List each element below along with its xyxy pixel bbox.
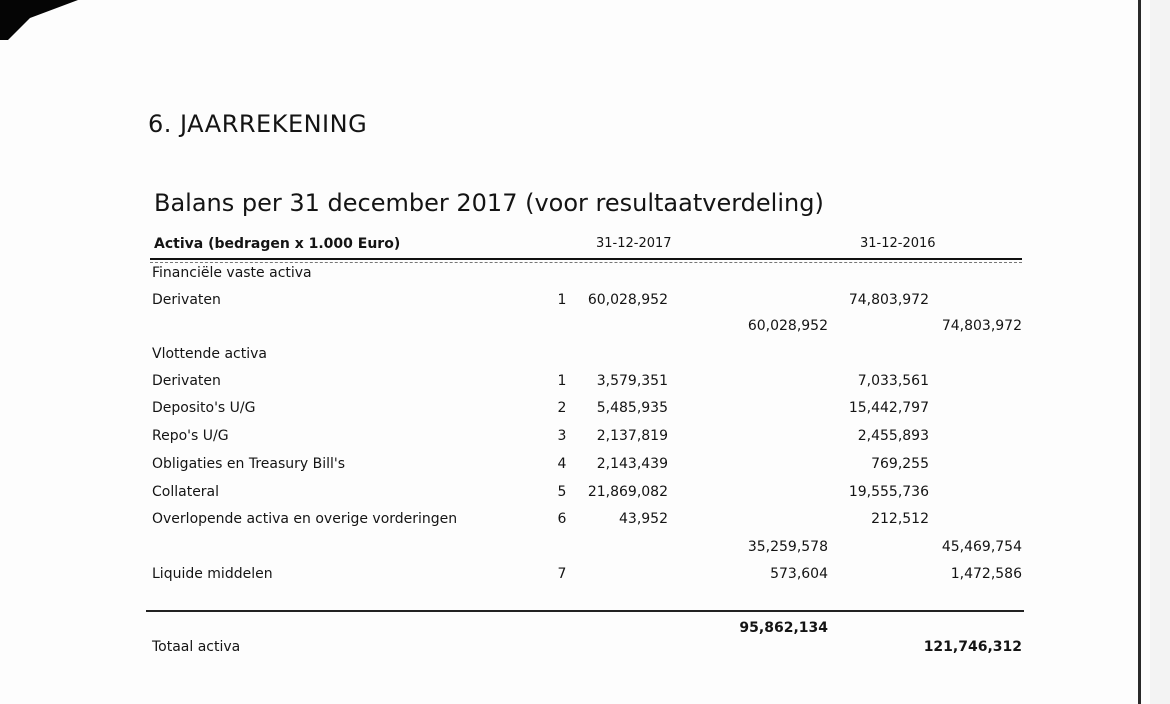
row-value-2017: 60,028,952	[587, 292, 668, 308]
row-value-2016: 212,512	[871, 511, 929, 527]
table-row	[0, 292, 1100, 314]
row-note: 4	[557, 456, 567, 472]
total-rule	[146, 610, 1024, 612]
row-label: Repo's U/G	[152, 428, 229, 444]
row-note: 7	[557, 566, 567, 582]
header-rule-dashed	[150, 262, 1022, 263]
subtotal-2017: 35,259,578	[747, 539, 828, 555]
subtotal-2016: 74,803,972	[941, 318, 1022, 334]
row-value-2016: 769,255	[871, 456, 929, 472]
row-label: Obligaties en Treasury Bill's	[152, 456, 346, 472]
table-header-label: Activa (bedragen x 1.000 Euro)	[154, 236, 401, 252]
total-2016: 121,746,312	[923, 639, 1022, 655]
row-value-2017: 5,485,935	[596, 400, 668, 416]
subtotal-row	[0, 318, 1100, 340]
table-row	[0, 428, 1100, 450]
row-value-2017: 573,604	[770, 566, 828, 582]
row-note: 2	[557, 400, 567, 416]
total-2017: 95,862,134	[739, 620, 828, 636]
page-corner-mark	[0, 0, 80, 40]
table-row	[0, 373, 1100, 395]
row-value-2017: 2,143,439	[596, 456, 668, 472]
subtotal-2016: 45,469,754	[941, 539, 1022, 555]
row-label: Overlopende activa en overige vorderingen	[152, 511, 458, 527]
row-value-2016: 19,555,736	[848, 484, 929, 500]
row-note: 1	[557, 292, 567, 308]
page-title: 6. JAARREKENING	[148, 110, 368, 138]
subtotal-row	[0, 539, 1100, 561]
header-rule	[150, 258, 1022, 260]
page-edge-line	[1138, 0, 1141, 704]
table-row	[0, 511, 1100, 533]
column-header-2016: 31-12-2016	[860, 236, 936, 251]
row-value-2017: 21,869,082	[587, 484, 668, 500]
row-label: Derivaten	[152, 292, 221, 308]
section-current-assets	[0, 346, 1100, 368]
column-header-2017: 31-12-2017	[596, 236, 672, 251]
table-row	[0, 484, 1100, 506]
row-value-2017: 2,137,819	[596, 428, 668, 444]
row-value-2016: 2,455,893	[857, 428, 929, 444]
total-label: Totaal activa	[152, 639, 241, 655]
row-value-2017: 43,952	[619, 511, 668, 527]
section-label: Financiële vaste activa	[152, 265, 312, 281]
row-label: Collateral	[152, 484, 220, 500]
row-value-2016: 15,442,797	[848, 400, 929, 416]
table-row	[0, 456, 1100, 478]
row-note: 5	[557, 484, 567, 500]
row-note: 1	[557, 373, 567, 389]
subtotal-2017: 60,028,952	[747, 318, 828, 334]
row-label: Liquide middelen	[152, 566, 273, 582]
total-row	[0, 639, 1100, 661]
table-row	[0, 566, 1100, 588]
table-row	[0, 400, 1100, 422]
row-label: Deposito's U/G	[152, 400, 256, 416]
section-fixed-assets	[0, 265, 1100, 287]
page-edge-shadow	[1150, 0, 1170, 704]
row-note: 3	[557, 428, 567, 444]
balance-sheet-title: Balans per 31 december 2017 (voor resultaatverdeling)	[154, 189, 824, 217]
row-value-2016: 7,033,561	[857, 373, 929, 389]
row-label: Derivaten	[152, 373, 221, 389]
section-label: Vlottende activa	[152, 346, 267, 362]
row-note: 6	[557, 511, 567, 527]
row-value-2017: 3,579,351	[596, 373, 668, 389]
row-value-2016: 74,803,972	[848, 292, 929, 308]
row-value-2016: 1,472,586	[950, 566, 1022, 582]
